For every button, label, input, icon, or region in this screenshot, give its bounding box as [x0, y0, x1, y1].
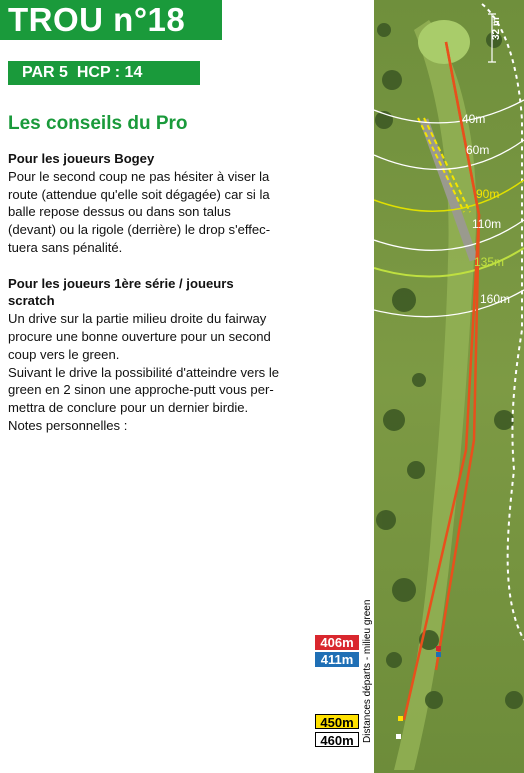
blue-tee-marker — [436, 652, 441, 657]
scratch-heading: scratch — [8, 293, 55, 309]
arc-label: 160m — [480, 292, 511, 306]
scratch-line: green en 2 sinon une approche-putt vous per- — [8, 382, 274, 398]
notes-label: Notes personnelles : — [8, 417, 128, 433]
scratch-line: mettra de conclure pour un dernier birdie. — [8, 400, 249, 416]
hole-title: TROU n°18 — [0, 0, 222, 40]
white-tee-marker — [396, 734, 401, 739]
blue-tee-distance: 411m — [315, 652, 359, 667]
bogey-line: tuera sans pénalité. — [8, 239, 123, 255]
bogey-line: Pour le second coup ne pas hésiter à viser la — [8, 168, 270, 184]
arc-label: 90m — [476, 187, 500, 201]
yellow-tee-distance: 450m — [315, 714, 359, 729]
yellow-tee-marker — [398, 716, 403, 721]
bogey-line: balle repose dessus ou dans son talus — [8, 204, 231, 220]
scratch-heading: Pour les joueurs 1ère série / joueurs — [8, 275, 234, 291]
hole-aerial-map — [374, 0, 524, 773]
advice-text — [8, 150, 308, 435]
red-tee-distance: 406m — [315, 635, 359, 650]
arc-label: 110m — [472, 217, 502, 231]
white-tee-distance: 460m — [315, 732, 359, 747]
arc-label: 40m — [462, 112, 486, 126]
bogey-line: route (attendue qu'elle soit dégagée) car si la — [8, 186, 270, 202]
par-hcp-badge: PAR 5 HCP : 14 — [8, 61, 200, 85]
bogey-heading: Pour les joueurs Bogey — [8, 151, 155, 166]
scratch-line: coup vers le green. — [8, 346, 120, 362]
green — [418, 20, 470, 64]
scratch-line: procure une bonne ouverture pour un second — [8, 328, 271, 344]
scratch-line: Un drive sur la partie milieu droite du fairway — [8, 311, 267, 327]
section-title: Les conseils du Pro — [8, 113, 188, 134]
green-depth-label: 32 m — [491, 17, 502, 40]
red-tee-marker — [436, 646, 441, 651]
scratch-line: Suivant le drive la possibilité d'atteindre vers le — [8, 364, 280, 380]
distances-caption: Distances départs - milieu green — [362, 599, 373, 743]
arc-label: 60m — [466, 143, 490, 157]
arc-label: 135m — [474, 255, 505, 269]
bogey-line: (devant) ou la rigole (derrière) le drop s'effec- — [8, 222, 271, 238]
